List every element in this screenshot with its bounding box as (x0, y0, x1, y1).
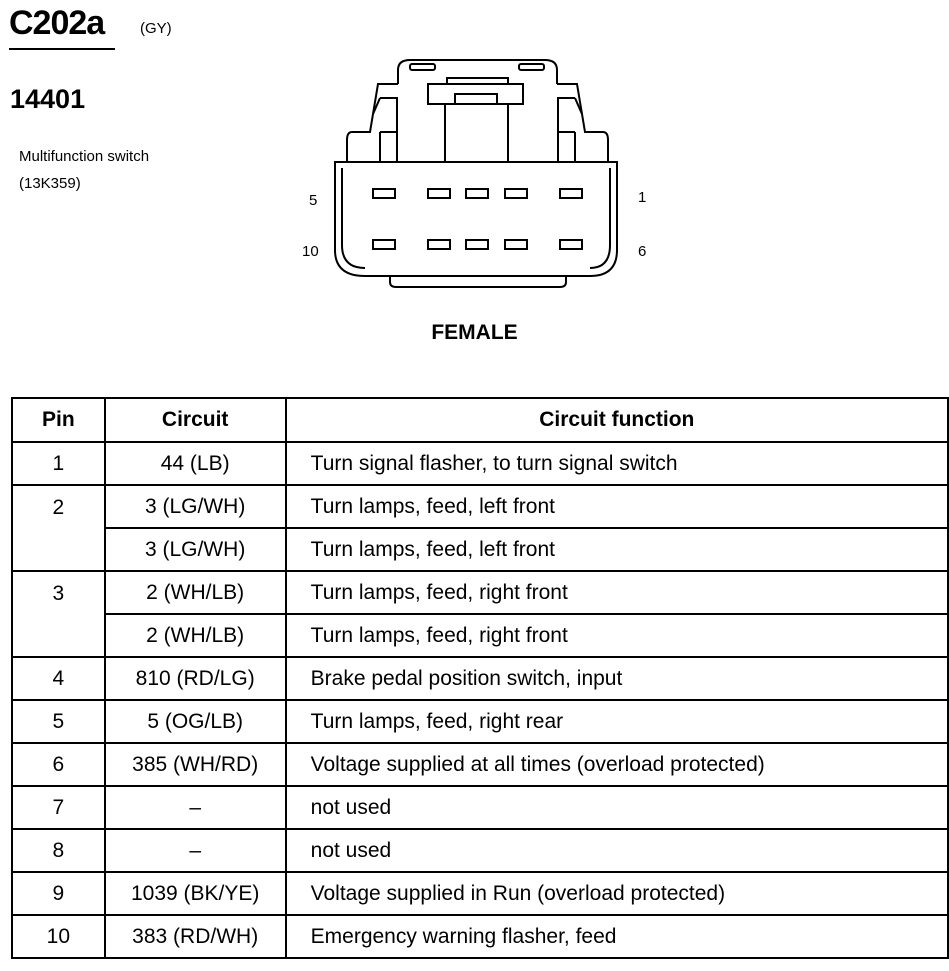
pin-cell: 8 (12, 829, 105, 872)
function-cell: Turn lamps, feed, right front (286, 614, 948, 657)
table-row (12, 829, 948, 872)
pin-cell: 3 (12, 571, 105, 657)
circuit-cell: 1039 (BK/YE) (105, 872, 286, 915)
circuit-cell: 383 (RD/WH) (105, 915, 286, 958)
table-row (12, 485, 948, 528)
header-pin: Pin (12, 398, 105, 442)
table-header-row (12, 398, 948, 442)
pin-cell: 1 (12, 442, 105, 485)
table-row (12, 872, 948, 915)
table-row (12, 743, 948, 786)
pin-cavity-2 (505, 189, 527, 198)
connector-color: (GY) (140, 20, 172, 37)
pin-cell: 9 (12, 872, 105, 915)
table-row (12, 614, 948, 657)
circuit-cell: 2 (WH/LB) (105, 614, 286, 657)
description-line-1: Multifunction switch (19, 148, 150, 165)
pin-cavity-9 (428, 240, 450, 249)
connector-id: C202a (9, 4, 105, 42)
header-circuit: Circuit (105, 398, 286, 442)
circuit-cell: 5 (OG/LB) (105, 700, 286, 743)
pin-label-left-bottom: 10 (302, 243, 319, 260)
pin-cavity-6 (560, 240, 582, 249)
pin-label-right-bottom: 6 (638, 243, 647, 260)
function-cell: Turn lamps, feed, right rear (286, 700, 948, 743)
pin-cavity-8 (466, 240, 488, 249)
pin-cavity-3 (466, 189, 488, 198)
pin-cavity-10 (373, 240, 395, 249)
pin-cavity-7 (505, 240, 527, 249)
table-row (12, 915, 948, 958)
circuit-cell: 385 (WH/RD) (105, 743, 286, 786)
function-cell: Voltage supplied at all times (overload protected) (286, 743, 948, 786)
pin-cell: 2 (12, 485, 105, 571)
connector-view-label: FEMALE (431, 321, 518, 344)
pin-label-left-top: 5 (309, 192, 318, 209)
function-cell: Turn lamps, feed, left front (286, 485, 948, 528)
function-cell: Turn lamps, feed, right front (286, 571, 948, 614)
circuit-cell: 3 (LG/WH) (105, 485, 286, 528)
pin-cell: 6 (12, 743, 105, 786)
pin-cell: 10 (12, 915, 105, 958)
header-circuit-function: Circuit function (286, 398, 948, 442)
part-number: 14401 (10, 84, 86, 114)
connector-face-diagram (0, 0, 949, 330)
pinout-table (11, 397, 949, 959)
description-line-2: (13K359) (19, 175, 81, 192)
circuit-cell: 2 (WH/LB) (105, 571, 286, 614)
function-cell: not used (286, 786, 948, 829)
pin-cell: 4 (12, 657, 105, 700)
circuit-cell: 810 (RD/LG) (105, 657, 286, 700)
circuit-cell: – (105, 786, 286, 829)
function-cell: Turn lamps, feed, left front (286, 528, 948, 571)
table-row (12, 442, 948, 485)
table-row (12, 528, 948, 571)
pin-cavity-1 (560, 189, 582, 198)
pin-label-right-top: 1 (638, 189, 647, 206)
function-cell: Emergency warning flasher, feed (286, 915, 948, 958)
function-cell: Turn signal flasher, to turn signal switch (286, 442, 948, 485)
pin-cavity-5 (373, 189, 395, 198)
pin-cell: 5 (12, 700, 105, 743)
table-row (12, 571, 948, 614)
table-row (12, 657, 948, 700)
function-cell: Brake pedal position switch, input (286, 657, 948, 700)
table-row (12, 700, 948, 743)
circuit-cell: 3 (LG/WH) (105, 528, 286, 571)
connector-housing (335, 60, 617, 287)
pin-cavity-4 (428, 189, 450, 198)
function-cell: Voltage supplied in Run (overload protected) (286, 872, 948, 915)
table-row (12, 786, 948, 829)
function-cell: not used (286, 829, 948, 872)
circuit-cell: – (105, 829, 286, 872)
circuit-cell: 44 (LB) (105, 442, 286, 485)
pin-cavities (373, 189, 582, 249)
pin-cell: 7 (12, 786, 105, 829)
